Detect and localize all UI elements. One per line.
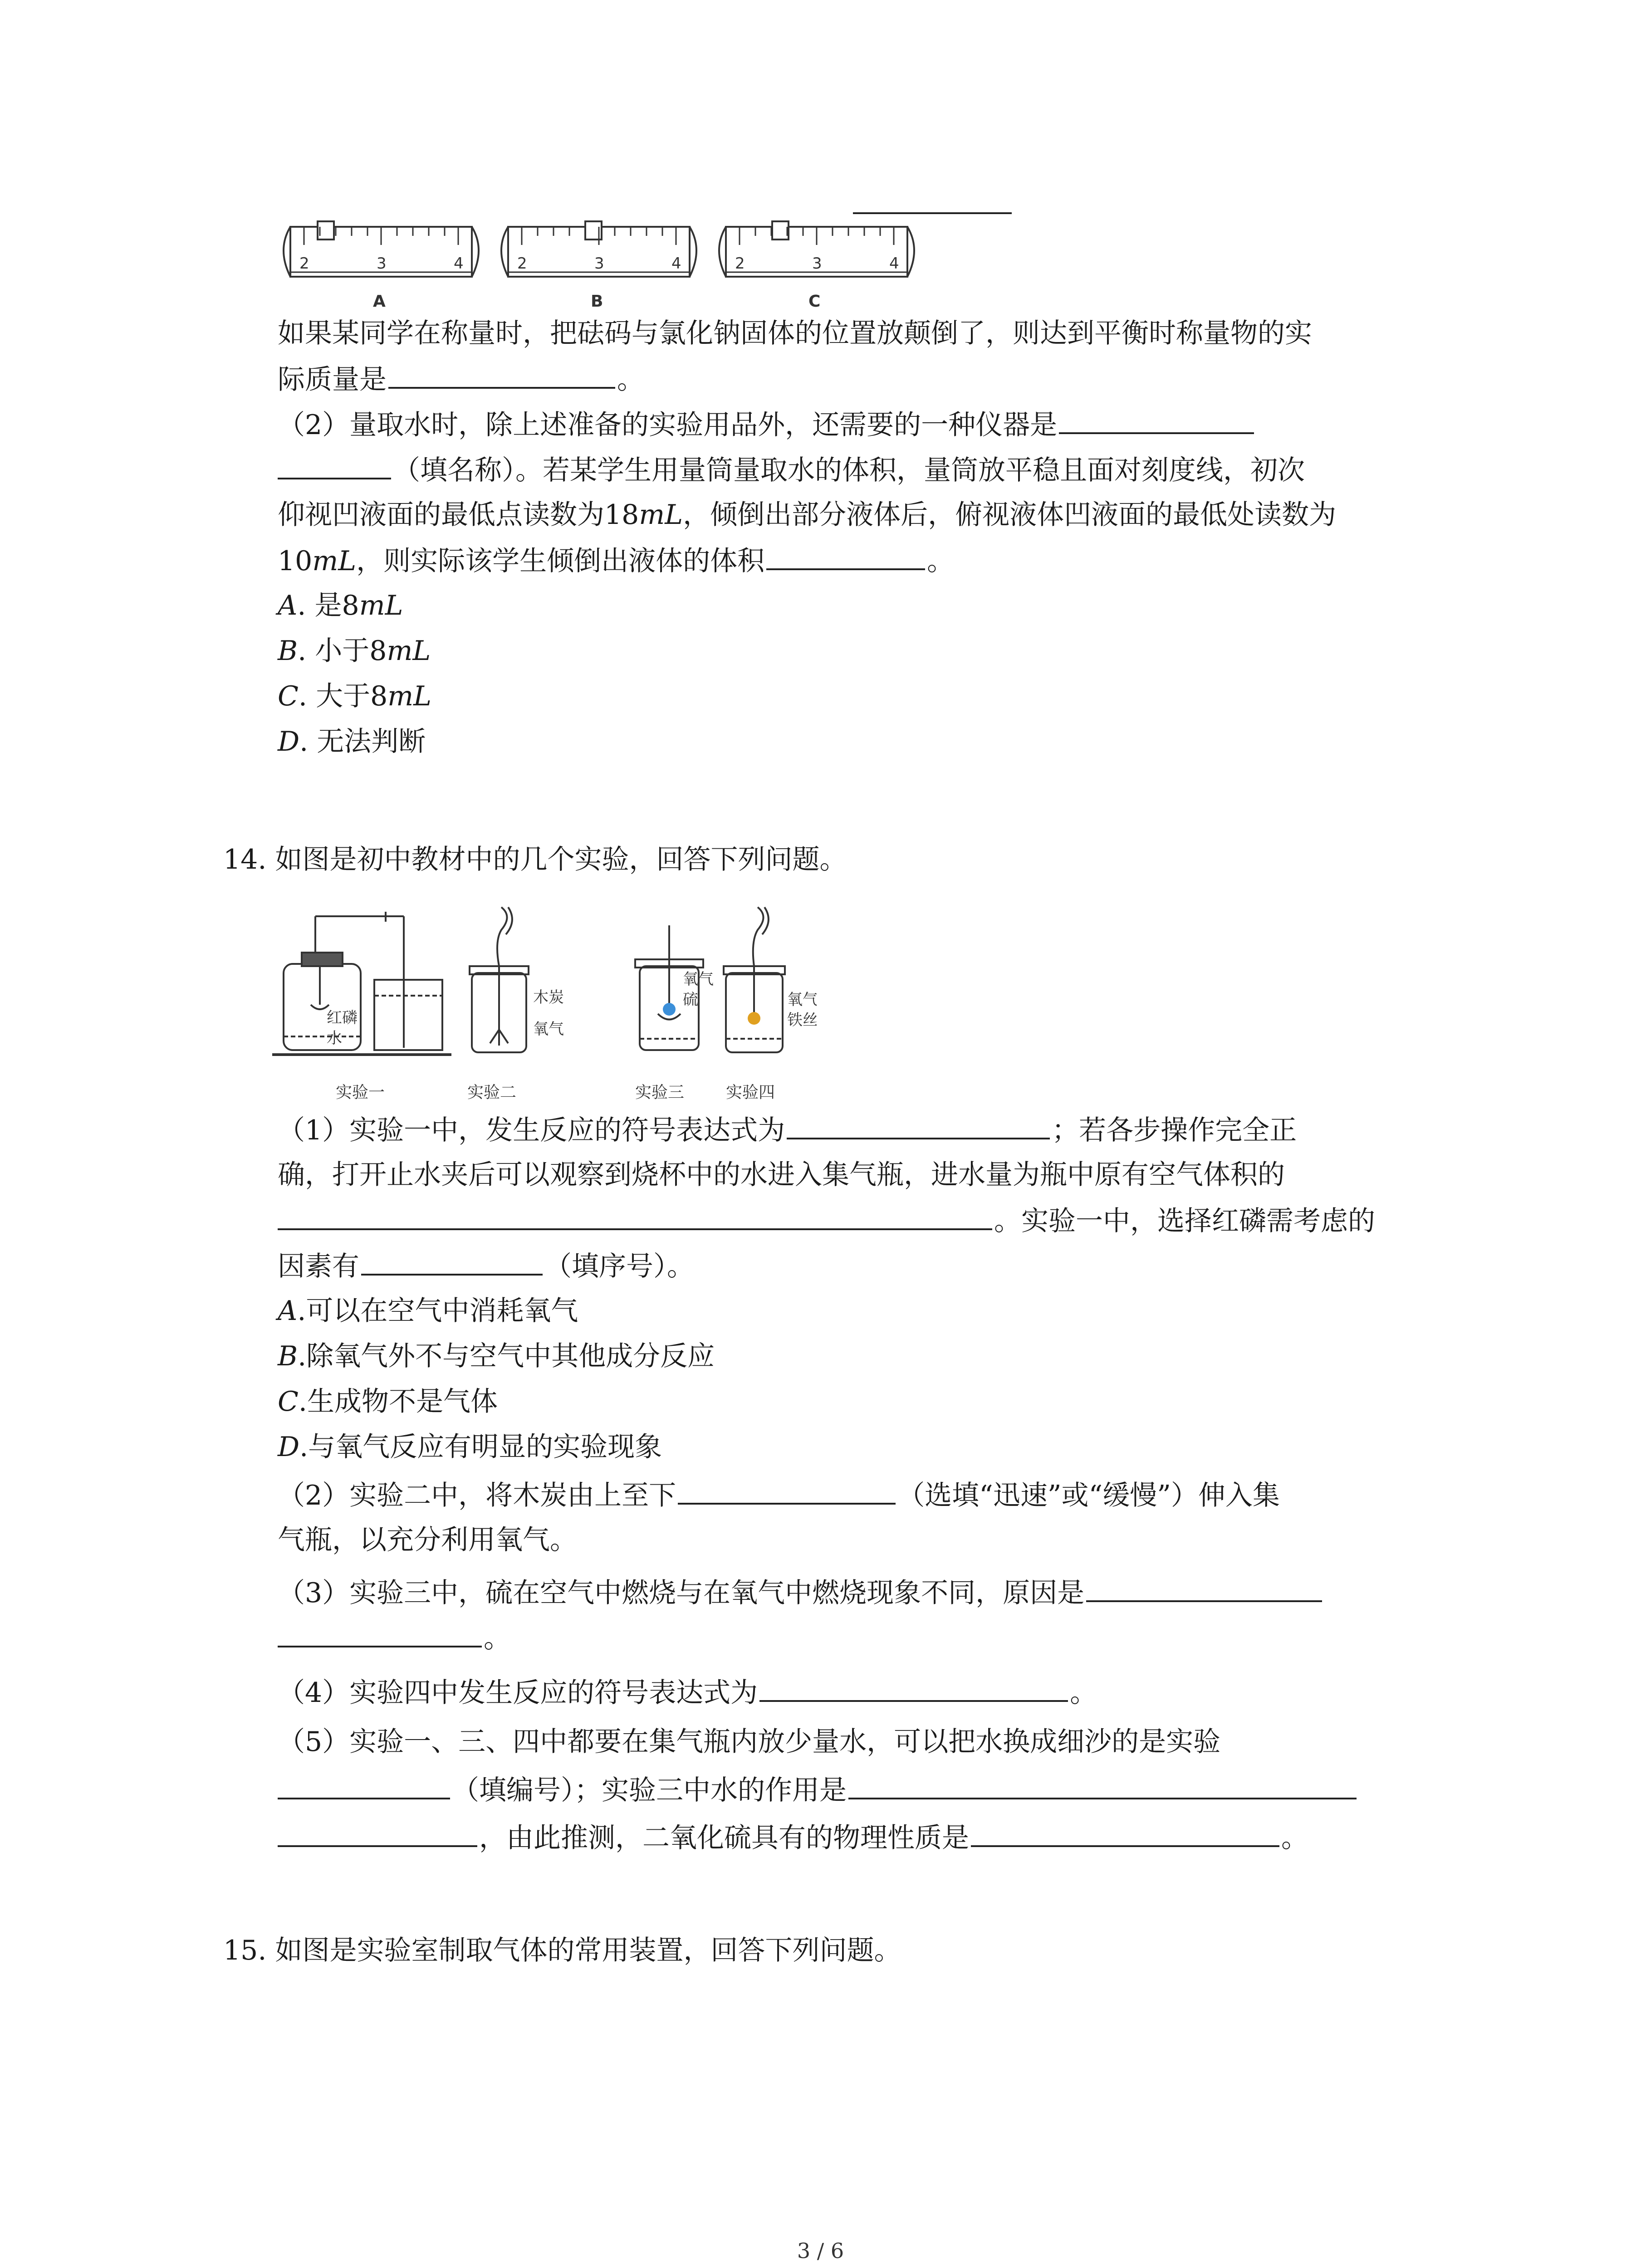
- q14-reason-blank-2[interactable]: [278, 1619, 482, 1647]
- q14-reaction4-blank[interactable]: [759, 1674, 1068, 1702]
- q14-p3-line2: 。: [278, 1619, 511, 1657]
- ruler-C-label: C: [808, 292, 821, 311]
- exp1-label-red-phosphorus: 红磷: [327, 1009, 358, 1027]
- exp1-stopper: [302, 953, 343, 966]
- q14-reaction1-blank[interactable]: [787, 1111, 1050, 1139]
- exp4-tongs: [753, 907, 764, 1018]
- q14-p5-line1: （5）实验一、三、四中都要在集气瓶内放少量水，可以把水换成细沙的是实验: [278, 1726, 1221, 1758]
- q14-speed-blank[interactable]: [678, 1476, 896, 1505]
- q13-option-d: D. 无法判断: [278, 726, 426, 758]
- q14-p2-line2: 气瓶，以充分利用氧气。: [278, 1524, 577, 1556]
- ruler-C: [719, 221, 914, 311]
- ruler-B-label: B: [591, 292, 603, 311]
- exp4-label-oxygen: 氧气: [787, 991, 817, 1009]
- exp1-label-water: 水: [327, 1029, 342, 1047]
- q13-line2: 际质量是 。: [278, 361, 644, 398]
- q14-p5-line2: （填编号）；实验三中水的作用是: [278, 1771, 1358, 1809]
- q14-experiment-figure: [272, 898, 817, 1107]
- q13-p2-line1: （2）量取水时，除上述准备的实验用品外，还需要的一种仪器是: [278, 406, 1256, 443]
- q14-option-b: B.除氧气外不与空气中其他成分反应: [278, 1340, 715, 1372]
- exp1-beaker: [374, 980, 442, 1050]
- balance-ruler-svg: [272, 191, 1043, 318]
- exp3-caption: 实验三: [635, 1083, 685, 1102]
- q14-p2-line1: （2）实验二中，将木炭由上至下 （选填“迅速”或“缓慢”）伸入集: [278, 1476, 1280, 1514]
- exp3-label-sulfur: 硫: [683, 991, 698, 1009]
- q14-p1-line2: 确，打开止水夹后可以观察到烧杯中的水进入集气瓶，进水量为瓶中原有空气体积的: [278, 1159, 1285, 1191]
- ruler-B-tick-3: 3: [594, 254, 604, 273]
- q13-line1: 如果某同学在称量时，把砝码与氯化钠固体的位置放颠倒了，则达到平衡时称量物的实: [278, 318, 1312, 349]
- ruler-A-tick-4: 4: [454, 254, 464, 273]
- q13-mass-blank[interactable]: [388, 361, 615, 389]
- q14-p1-line4: 因素有 （填序号）。: [278, 1247, 694, 1285]
- exp2-tongs: [497, 907, 507, 1030]
- q14-experiment-svg: [272, 898, 817, 1107]
- q15-stem: 15. 如图是实验室制取气体的常用装置，回答下列问题。: [223, 1935, 901, 1966]
- exp3-sulfur-flame: [663, 1003, 676, 1016]
- q14-stem: 14. 如图是初中教材中的几个实验，回答下列问题。: [223, 844, 847, 875]
- ruler-C-tick-4: 4: [889, 254, 899, 273]
- q14-water-role-blank-1[interactable]: [848, 1771, 1357, 1799]
- q14-option-c: C.生成物不是气体: [278, 1386, 498, 1418]
- q14-p1-line3: 。实验一中，选择红磷需考虑的: [278, 1202, 1375, 1239]
- q13-volume-blank[interactable]: [766, 542, 925, 570]
- q14-p3-line1: （3）实验三中，硫在空气中燃烧与在氧气中燃烧现象不同，原因是: [278, 1574, 1324, 1611]
- ruler-B: [501, 221, 696, 311]
- q13-p2-line4: 10mL，则实际该学生倾倒出液体的体积 。: [278, 542, 954, 579]
- balance-ruler-figure: [272, 191, 1043, 318]
- q13-option-c: C. 大于8mL: [278, 680, 432, 712]
- q14-p4-line: （4）实验四中发生反应的符号表达式为 。: [278, 1674, 1097, 1711]
- exp4-caption: 实验四: [726, 1083, 775, 1102]
- q13-option-b: B. 小于8mL: [278, 635, 431, 667]
- q14-reason-blank-1[interactable]: [1086, 1574, 1322, 1602]
- q13-instrument-blank-1[interactable]: [1059, 406, 1254, 434]
- ruler-B-tick-2: 2: [517, 254, 527, 273]
- ruler-A: [284, 221, 479, 311]
- ruler-A-tick-2: 2: [299, 254, 309, 273]
- q14-p5-line3: ，由此推测，二氧化硫具有的物理性质是 。: [278, 1819, 1308, 1856]
- q13-p2-line2: （填名称）。若某学生用量筒量取水的体积，量筒放平稳且面对刻度线，初次: [278, 451, 1305, 489]
- exp3-label-oxygen: 氧气: [683, 970, 714, 988]
- exp4-label-iron-wire: 铁丝: [787, 1011, 817, 1029]
- q13-p2-line3: 仰视凹液面的最低点读数为18mL，倾倒出部分液体后，俯视液体凹液面的最低处读数为: [278, 499, 1337, 531]
- exp2-label-oxygen: 氧气: [533, 1020, 564, 1038]
- q14-physical-property-blank[interactable]: [971, 1819, 1279, 1847]
- ruler-B-tick-4: 4: [671, 254, 681, 273]
- exp1-caption: 实验一: [336, 1083, 385, 1102]
- q14-experiment-number-blank[interactable]: [278, 1771, 450, 1799]
- ruler-C-tick-2: 2: [735, 254, 745, 273]
- exp2-label-charcoal: 木炭: [533, 988, 564, 1007]
- q14-factors-blank[interactable]: [361, 1247, 543, 1276]
- q13-option-a: A. 是8mL: [278, 590, 403, 621]
- q14-volume-fraction-blank[interactable]: [278, 1202, 992, 1230]
- q14-water-role-blank-2[interactable]: [278, 1819, 477, 1847]
- ruler-A-tick-3: 3: [377, 254, 387, 273]
- q14-option-d: D.与氧气反应有明显的实验现象: [278, 1431, 662, 1463]
- q13-instrument-blank-2[interactable]: [278, 451, 391, 479]
- q14-option-a: A.可以在空气中消耗氧气: [278, 1295, 578, 1327]
- ruler-C-tick-3: 3: [812, 254, 822, 273]
- q14-p1-line1: （1）实验一中，发生反应的符号表达式为 ；若各步操作完全正: [278, 1111, 1297, 1149]
- exp2-caption: 实验二: [467, 1083, 517, 1102]
- exp4-spark: [748, 1012, 760, 1025]
- page-number: 3 / 6: [797, 2239, 844, 2263]
- ruler-A-label: A: [373, 292, 386, 311]
